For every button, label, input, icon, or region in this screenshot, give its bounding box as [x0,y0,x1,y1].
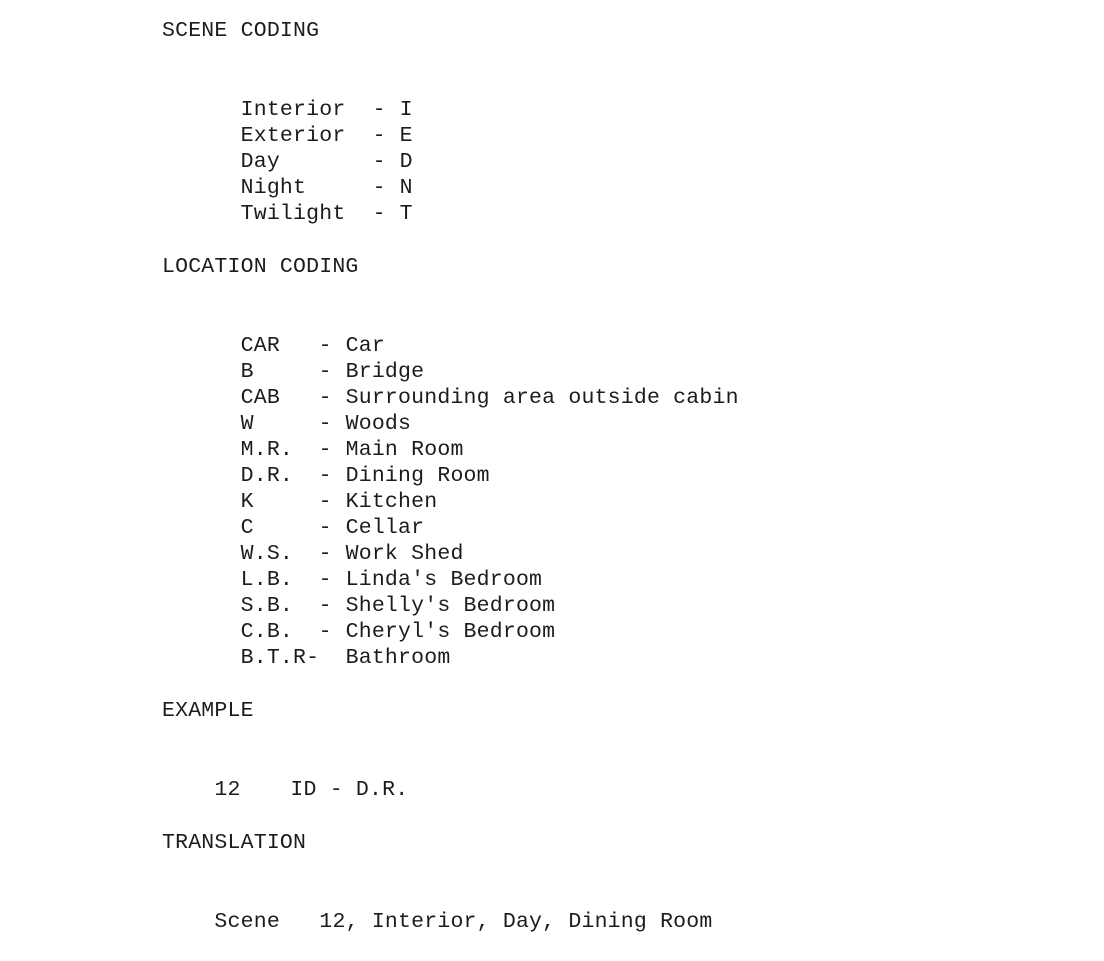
scene-code-letter: T [399,202,413,226]
scene-coding-heading: SCENE CODING [162,19,320,43]
separator-dash: - [318,464,332,488]
separator-dash: - [318,568,332,592]
scene-code-row [162,71,1062,122]
separator-dash: - [318,360,332,384]
spacer [162,44,1062,71]
separator-dash: - [372,98,386,122]
scene-code-label: Night [240,176,307,200]
separator-dash: - [318,386,332,410]
location-code: W [240,412,254,436]
location-code: CAR [240,334,280,358]
scene-code-label: Interior [240,98,346,122]
translation-heading: TRANSLATION [162,831,307,855]
location-label: Shelly's Bedroom [345,594,556,618]
location-label: Work Shed [345,542,464,566]
translation-scene-word: Scene [214,910,280,934]
scene-code-label: Twilight [240,202,346,226]
spacer [162,280,1062,307]
separator-dash: - [318,438,332,462]
scene-code-letter: E [399,124,413,148]
location-label: Linda's Bedroom [345,568,543,592]
separator-dash: - [318,412,332,436]
location-coding-heading: LOCATION CODING [162,255,359,279]
location-code-row [162,307,1062,358]
location-label: Bridge [345,360,425,384]
location-code: L.B. [240,568,294,592]
location-code: CAB [240,386,280,410]
separator-dash: - [372,150,386,174]
example-heading: EXAMPLE [162,699,254,723]
separator-dash: - [318,516,332,540]
location-code: K [240,490,254,514]
separator-dash: - [318,490,332,514]
scene-code-label: Exterior [240,124,346,148]
location-label: Car [345,334,385,358]
location-label: Main Room [345,438,464,462]
location-code: C.B. [240,620,294,644]
scene-code-letter: N [399,176,413,200]
separator-dash: - [318,620,332,644]
location-coding-list [162,307,1062,670]
location-label: Cellar [345,516,425,540]
separator-dash: - [318,594,332,618]
separator-dash: - [318,542,332,566]
location-code: B [240,360,254,384]
location-label: Woods [345,412,412,436]
location-code: S.B. [240,594,294,618]
scene-code-letter: I [399,98,413,122]
scene-code-label: Day [240,150,280,174]
example-code: ID - D.R. [290,778,409,802]
location-code: C [240,516,254,540]
location-label: Bathroom [345,646,451,670]
location-code: D.R. [240,464,294,488]
location-label: Kitchen [345,490,438,514]
spacer [162,724,1062,751]
scene-code-letter: D [399,150,413,174]
example-scene-number: 12 [214,778,241,802]
translation-text: 12, Interior, Day, Dining Room [319,910,713,934]
location-code: B.T.R- [240,646,320,670]
separator-dash: - [372,202,386,226]
separator-dash: - [372,176,386,200]
location-code: M.R. [240,438,294,462]
location-label: Surrounding area outside cabin [345,386,739,410]
separator-dash: - [318,334,332,358]
example-line [162,751,1062,802]
spacer [162,856,1062,883]
scene-coding-list [162,71,1062,226]
location-label: Dining Room [345,464,490,488]
location-label: Cheryl's Bedroom [345,620,556,644]
separator-dash: - [372,124,386,148]
translation-line [162,883,1062,934]
coding-sheet [162,18,1062,934]
location-code: W.S. [240,542,294,566]
